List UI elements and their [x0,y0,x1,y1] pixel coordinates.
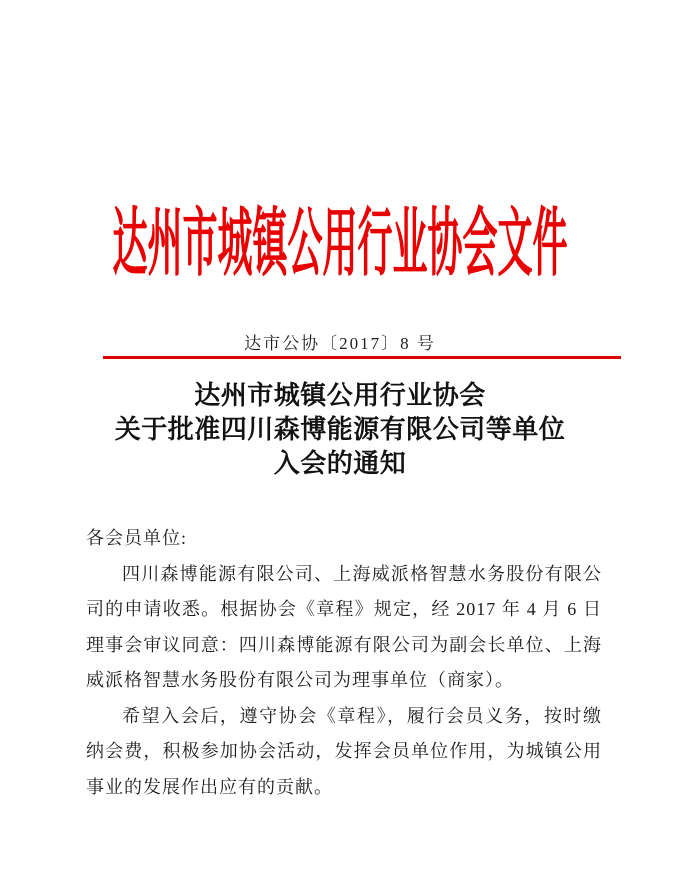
salutation: 各会员单位: [86,528,188,548]
document-number: 达市公协〔2017〕8 号 [244,334,436,353]
document-title-line-2: 关于批准四川森博能源有限公司等单位 [114,415,566,444]
red-divider-line [103,356,621,359]
org-banner-title: 达州市城镇公用行业协会文件 [112,202,568,286]
org-banner [0,194,680,284]
document-title [0,379,680,481]
body-paragraph-2: 希望入会后，遵守协会《章程》，履行会员义务，按时缴纳会费，积极参加协会活动，发挥会员单位作用，为城镇公用事业的发展作出应有的贡献。 [86,705,602,797]
document-title-line-1: 达州市城镇公用行业协会 [194,381,486,410]
document-title-line-3: 入会的通知 [273,449,407,478]
document-body [86,521,602,805]
body-paragraph-1: 四川森博能源有限公司、上海威派格智慧水务股份有限公司的申请收悉。根据协会《章程》规定，经 2017 年 4 月 6 日理事会审议同意：四川森博能源有限公司为副会长单位、上海威派格智慧水务股份有限公司为理事单位（商家）。 [86,563,602,690]
